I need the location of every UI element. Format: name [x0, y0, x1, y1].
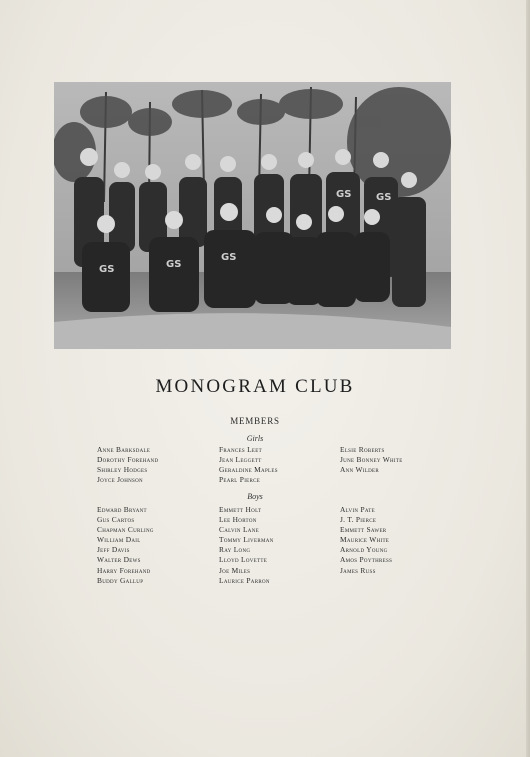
member-name: Lee Horton — [219, 515, 257, 525]
girls-column-3 — [340, 445, 403, 475]
member-name: Ann Wilder — [340, 465, 379, 475]
member-name: June Bonney White — [340, 455, 403, 465]
member-name: Dorothy Forehand — [97, 455, 159, 465]
members-heading: MEMBERS — [230, 416, 280, 426]
girls-column-2 — [219, 445, 278, 485]
member-name: Harry Forehand — [97, 565, 151, 575]
girls-column-1 — [97, 445, 158, 485]
member-name: Emmett Sawer — [340, 525, 387, 535]
member-name: Edward Bryant — [97, 505, 147, 514]
member-name: Geraldine Maples — [219, 465, 278, 475]
member-name: Elsie Roberts — [340, 445, 385, 454]
member-name: Alvin Pate — [340, 505, 375, 514]
member-name: Calvin Lane — [219, 525, 259, 535]
member-name: Gus Cartos — [97, 515, 135, 525]
member-name: Laurice Parron — [219, 575, 270, 585]
boys-column-3 — [340, 505, 392, 576]
boys-label: Boys — [247, 492, 263, 501]
member-name: J. T. Pierce — [340, 515, 377, 525]
member-name: Amos Poythress — [340, 555, 393, 565]
member-name: Lloyd Lovette — [219, 555, 268, 565]
member-name: Maurice White — [340, 535, 390, 545]
member-name: Jean Leggett — [219, 455, 262, 465]
member-name: Pearl Pierce — [219, 475, 261, 485]
svg-text:GS: GS — [166, 259, 182, 270]
svg-text:GS: GS — [376, 192, 392, 203]
member-name: Chapman Curling — [97, 525, 154, 535]
page-title: MONOGRAM CLUB — [155, 376, 355, 397]
member-name: Buddy Gallup — [97, 575, 144, 585]
member-name: Anne Barksdale — [97, 445, 151, 454]
boys-column-1 — [97, 505, 154, 586]
member-name: Ray Long — [219, 545, 251, 555]
member-name: Arnold Young — [340, 545, 388, 555]
member-name: Frances Leet — [219, 445, 262, 454]
svg-text:GS: GS — [221, 252, 237, 263]
member-name: James Russ — [340, 565, 376, 575]
page-edge — [526, 0, 530, 757]
member-name: Emmett Holt — [219, 505, 262, 514]
member-name: Jeff Davis — [97, 545, 130, 555]
svg-text:GS: GS — [336, 189, 352, 200]
member-name: William Dail — [97, 535, 141, 545]
svg-text:GS: GS — [99, 264, 115, 275]
member-name: Joyce Johnson — [97, 475, 143, 485]
boys-column-2 — [219, 505, 274, 586]
group-photo — [54, 82, 451, 349]
member-name: Shirley Hodges — [97, 465, 148, 475]
girls-label: Girls — [246, 434, 264, 443]
member-name: Tommy Liverman — [219, 535, 274, 545]
member-name: Joe Miles — [219, 565, 251, 575]
member-name: Walter Dews — [97, 555, 141, 565]
